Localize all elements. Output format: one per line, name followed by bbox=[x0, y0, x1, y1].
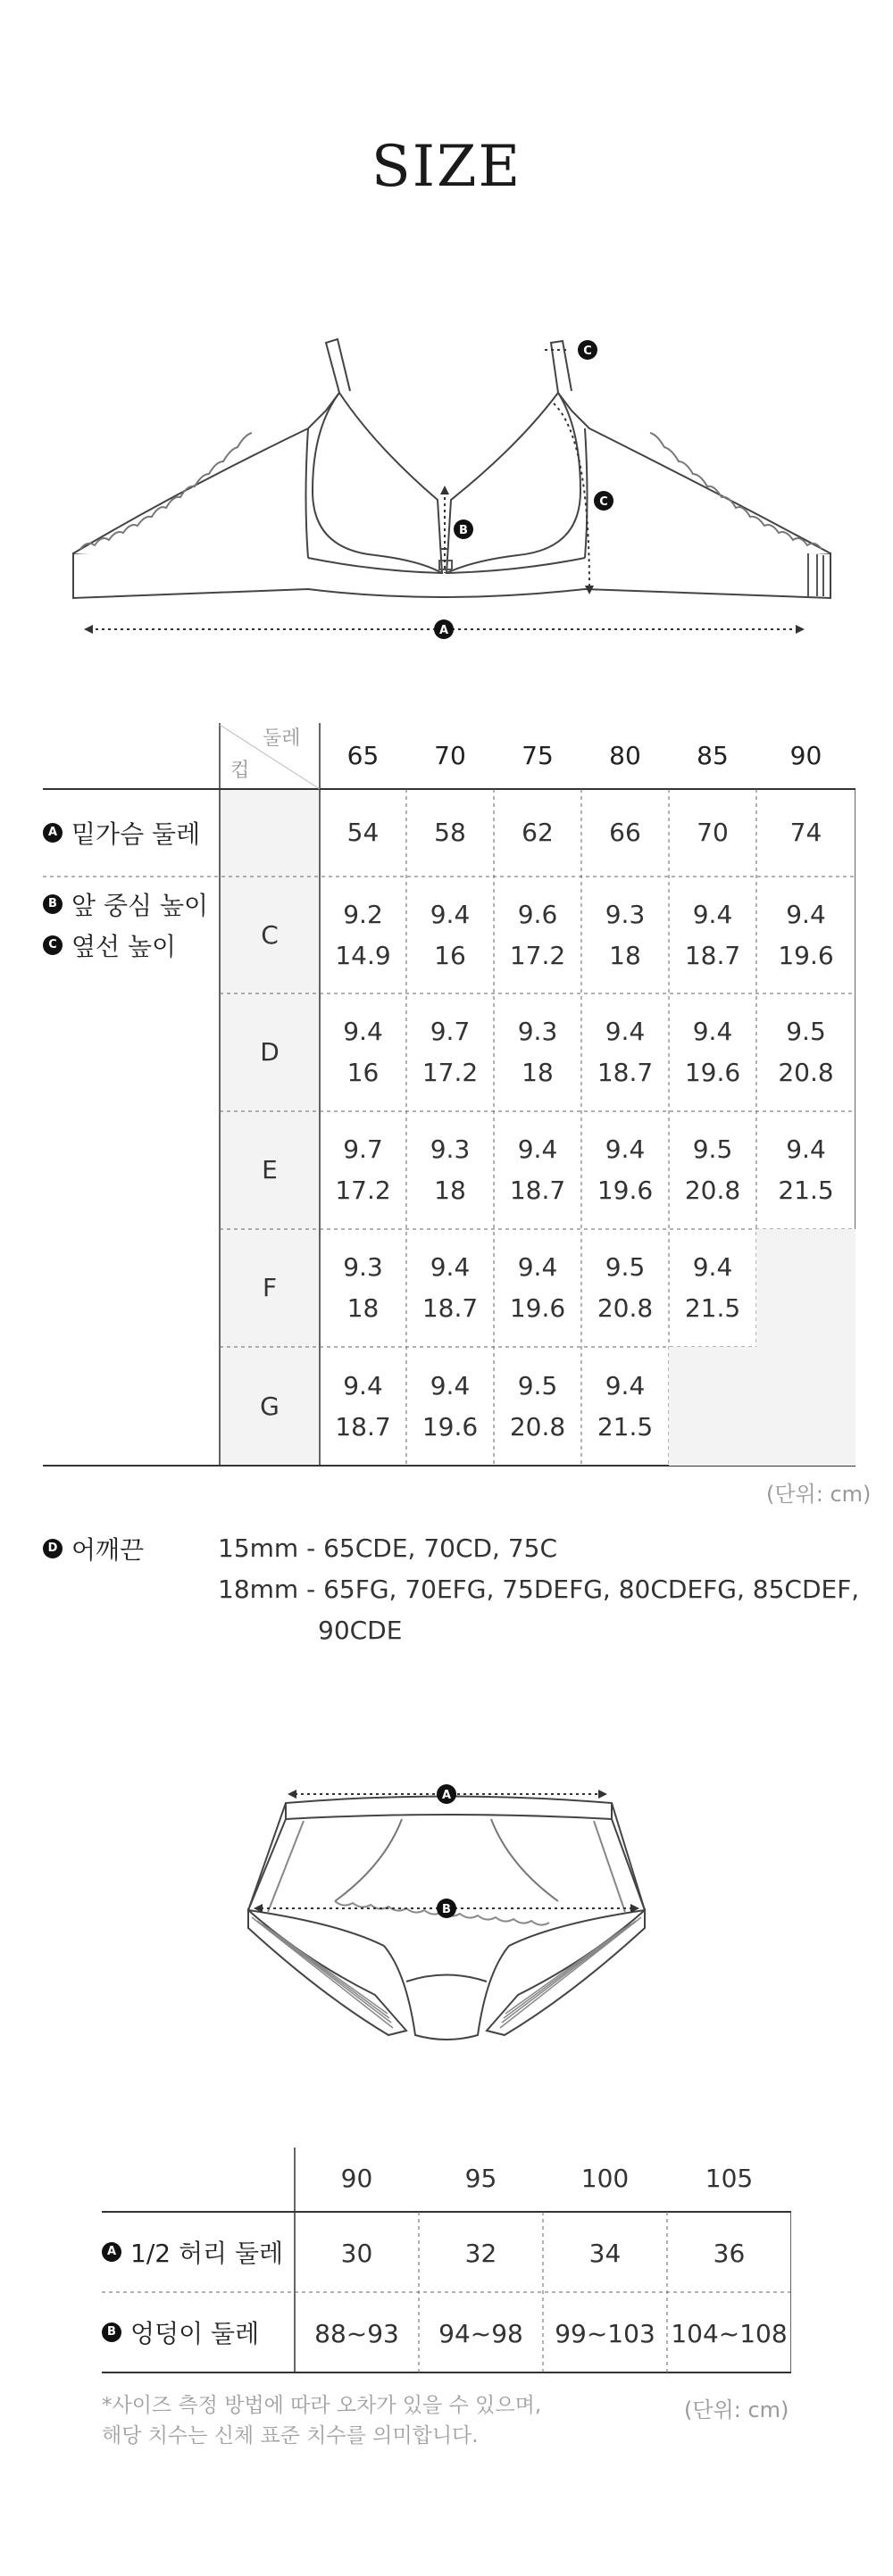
front-height-value: 9.3 bbox=[605, 899, 646, 929]
side-height-value: 19.6 bbox=[684, 1058, 741, 1087]
hip-value: 104~108 bbox=[671, 2319, 788, 2348]
corner-cup-label: 컵 bbox=[230, 760, 250, 782]
side-height-value: 19.6 bbox=[509, 1293, 566, 1323]
front-height-value: 9.4 bbox=[517, 1252, 558, 1282]
bra-unit-label: (단위: cm) bbox=[766, 1482, 872, 1507]
front-height-value: 9.2 bbox=[343, 899, 383, 929]
band-size-header: 75 bbox=[522, 741, 554, 770]
cup-measure-cell bbox=[669, 877, 756, 993]
hip-value: 99~103 bbox=[555, 2319, 655, 2348]
side-height-value: 18.7 bbox=[597, 1058, 654, 1087]
front-height-label: 앞 중심 높이 bbox=[71, 891, 209, 920]
front-height-value: 9.4 bbox=[605, 1134, 646, 1164]
page-title: SIZE bbox=[371, 134, 522, 200]
band-size-header: 70 bbox=[434, 741, 466, 770]
cup-measure-cell bbox=[406, 1347, 494, 1466]
hip-label: 엉덩이 둘레 bbox=[130, 2319, 260, 2348]
hip-value: 88~93 bbox=[314, 2319, 399, 2348]
front-height-value: 9.5 bbox=[692, 1134, 733, 1164]
strap-label: 어깨끈 bbox=[71, 1535, 145, 1565]
side-height-value: 20.8 bbox=[778, 1058, 834, 1087]
panty-marker-a: A bbox=[441, 1789, 452, 1802]
cup-measure-cell bbox=[669, 1229, 756, 1347]
front-height-row-label bbox=[43, 882, 208, 927]
cup-measure-cell bbox=[494, 993, 581, 1111]
front-height-value: 9.4 bbox=[786, 1134, 826, 1164]
cup-measure-cell bbox=[320, 1229, 406, 1347]
front-height-value: 9.5 bbox=[517, 1370, 558, 1400]
side-height-value: 18.7 bbox=[421, 1293, 479, 1323]
cup-measure-cell bbox=[756, 1111, 855, 1229]
side-height-value: 18 bbox=[522, 1058, 554, 1087]
marker-a-icon: A bbox=[43, 823, 63, 843]
cup-measure-cell bbox=[494, 1347, 581, 1466]
cup-measure-cell bbox=[406, 1111, 494, 1229]
bra-size-table bbox=[43, 723, 855, 1467]
underbust-value: 58 bbox=[434, 818, 466, 847]
side-height-value: 16 bbox=[434, 940, 466, 970]
underbust-value: 54 bbox=[346, 818, 380, 847]
waist-row-label bbox=[102, 2231, 283, 2273]
cup-label: D bbox=[260, 1037, 280, 1067]
cup-measure-cell bbox=[581, 1111, 669, 1229]
band-size-header: 65 bbox=[346, 741, 380, 770]
panty-size-header: 105 bbox=[705, 2164, 754, 2193]
side-height-value: 20.8 bbox=[597, 1293, 654, 1323]
side-height-value: 19.6 bbox=[778, 940, 834, 970]
front-height-value: 9.4 bbox=[692, 1017, 733, 1046]
panty-illustration bbox=[0, 1767, 893, 2089]
cup-measure-cell bbox=[406, 877, 494, 993]
underbust-row-label bbox=[43, 810, 200, 855]
band-size-header: 90 bbox=[789, 741, 822, 770]
front-height-value: 9.4 bbox=[605, 1017, 646, 1046]
side-height-value: 17.2 bbox=[421, 1058, 479, 1087]
cup-measure-cell bbox=[494, 1229, 581, 1347]
front-height-value: 9.4 bbox=[517, 1134, 558, 1164]
panty-marker-b: B bbox=[442, 1903, 451, 1916]
front-height-value: 9.4 bbox=[692, 1252, 733, 1282]
marker-c-icon: C bbox=[43, 935, 63, 955]
cup-measure-cell bbox=[756, 993, 855, 1111]
panty-size-header: 95 bbox=[464, 2164, 497, 2193]
side-height-value: 18 bbox=[346, 1293, 380, 1323]
side-height-value: 19.6 bbox=[597, 1176, 654, 1205]
waist-value: 32 bbox=[464, 2239, 497, 2268]
front-height-value: 9.4 bbox=[692, 899, 733, 929]
front-height-value: 9.7 bbox=[343, 1134, 383, 1164]
front-height-value: 9.6 bbox=[517, 899, 558, 929]
cup-label: E bbox=[262, 1155, 278, 1184]
band-size-header: 80 bbox=[609, 741, 641, 770]
hip-value: 94~98 bbox=[438, 2319, 523, 2348]
side-height-value: 18.7 bbox=[509, 1176, 566, 1205]
side-height-value: 21.5 bbox=[684, 1293, 741, 1323]
underbust-value: 70 bbox=[697, 818, 729, 847]
marker-a-icon: A bbox=[102, 2242, 121, 2262]
side-height-value: 14.9 bbox=[335, 940, 391, 970]
bra-marker-c-strap: C bbox=[583, 345, 592, 358]
cup-measure-cell bbox=[581, 1347, 669, 1466]
strap-row-label bbox=[43, 1528, 144, 1569]
cup-label: G bbox=[260, 1391, 280, 1421]
marker-b-icon: B bbox=[102, 2323, 121, 2342]
side-height-value: 16 bbox=[346, 1058, 380, 1087]
size-note-line2: 해당 치수는 신체 표준 치수를 의미합니다. bbox=[102, 2424, 479, 2447]
cup-measure-cell bbox=[494, 1111, 581, 1229]
side-height-value: 17.2 bbox=[509, 940, 566, 970]
panty-size-table bbox=[102, 2148, 791, 2374]
front-height-value: 9.3 bbox=[517, 1017, 558, 1046]
side-height-value: 18 bbox=[434, 1176, 466, 1205]
cup-measure-cell bbox=[320, 993, 406, 1111]
side-height-label: 옆선 높이 bbox=[71, 932, 177, 961]
cup-measure-cell bbox=[581, 877, 669, 993]
marker-b-icon: B bbox=[43, 894, 63, 914]
cup-measure-cell bbox=[406, 993, 494, 1111]
underbust-value: 66 bbox=[609, 818, 641, 847]
strap-line-15mm: 15mm - 65CDE, 70CD, 75C bbox=[218, 1533, 558, 1563]
front-height-value: 9.4 bbox=[430, 1370, 471, 1400]
band-size-header: 85 bbox=[697, 741, 729, 770]
cup-measure-cell bbox=[320, 877, 406, 993]
side-height-value: 20.8 bbox=[509, 1411, 566, 1442]
cup-measure-cell bbox=[320, 1111, 406, 1229]
underbust-value: 74 bbox=[789, 818, 822, 847]
front-height-value: 9.4 bbox=[343, 1017, 383, 1046]
waist-value: 34 bbox=[588, 2239, 622, 2268]
front-height-value: 9.4 bbox=[343, 1370, 383, 1400]
cup-measure-cell bbox=[756, 877, 855, 993]
front-height-value: 9.4 bbox=[430, 1252, 471, 1282]
marker-d-icon: D bbox=[43, 1539, 63, 1558]
waist-value: 30 bbox=[340, 2239, 373, 2268]
side-height-value: 21.5 bbox=[597, 1411, 654, 1442]
corner-band-label: 둘레 bbox=[263, 727, 301, 750]
side-height-value: 18 bbox=[609, 940, 641, 970]
cup-measure-cell bbox=[581, 1229, 669, 1347]
bra-marker-a: A bbox=[438, 624, 449, 637]
front-height-value: 9.4 bbox=[605, 1370, 646, 1400]
front-height-value: 9.7 bbox=[430, 1017, 471, 1046]
panty-size-header: 90 bbox=[340, 2164, 373, 2193]
underbust-value: 62 bbox=[522, 818, 554, 847]
cup-measure-cell bbox=[669, 993, 756, 1111]
strap-line-18mm-cont: 90CDE bbox=[318, 1616, 403, 1645]
side-height-row-label bbox=[43, 923, 176, 968]
front-height-value: 9.4 bbox=[786, 899, 826, 929]
cup-measure-cell bbox=[406, 1229, 494, 1347]
side-height-value: 19.6 bbox=[421, 1411, 479, 1442]
front-height-value: 9.5 bbox=[786, 1017, 826, 1046]
side-height-value: 21.5 bbox=[778, 1176, 834, 1205]
panty-unit-label: (단위: cm) bbox=[684, 2397, 789, 2422]
cup-label: F bbox=[262, 1273, 278, 1302]
cup-measure-cell bbox=[494, 877, 581, 993]
front-height-value: 9.3 bbox=[343, 1252, 383, 1282]
waist-label: 1/2 허리 둘레 bbox=[130, 2239, 284, 2268]
front-height-value: 9.4 bbox=[430, 899, 471, 929]
cup-measure-cell bbox=[581, 993, 669, 1111]
waist-value: 36 bbox=[713, 2239, 746, 2268]
cup-measure-cell bbox=[669, 1111, 756, 1229]
side-height-value: 17.2 bbox=[335, 1176, 391, 1205]
bra-marker-b: B bbox=[459, 524, 468, 537]
side-height-value: 18.7 bbox=[684, 940, 741, 970]
side-height-value: 20.8 bbox=[684, 1176, 741, 1205]
front-height-value: 9.5 bbox=[605, 1252, 646, 1282]
bra-illustration bbox=[0, 321, 893, 661]
strap-line-18mm: 18mm - 65FG, 70EFG, 75DEFG, 80CDEFG, 85CDEF, bbox=[218, 1575, 860, 1604]
size-note-line1: *사이즈 측정 방법에 따라 오차가 있을 수 있으며, bbox=[102, 2394, 542, 2417]
cup-label: C bbox=[261, 919, 279, 950]
front-height-value: 9.3 bbox=[430, 1134, 471, 1164]
bra-marker-c: C bbox=[599, 495, 608, 509]
underbust-label: 밑가슴 둘레 bbox=[71, 819, 201, 849]
hip-row-label bbox=[102, 2312, 259, 2353]
cup-measure-cell bbox=[320, 1347, 406, 1466]
side-height-value: 18.7 bbox=[335, 1411, 391, 1442]
panty-size-header: 100 bbox=[580, 2164, 630, 2193]
